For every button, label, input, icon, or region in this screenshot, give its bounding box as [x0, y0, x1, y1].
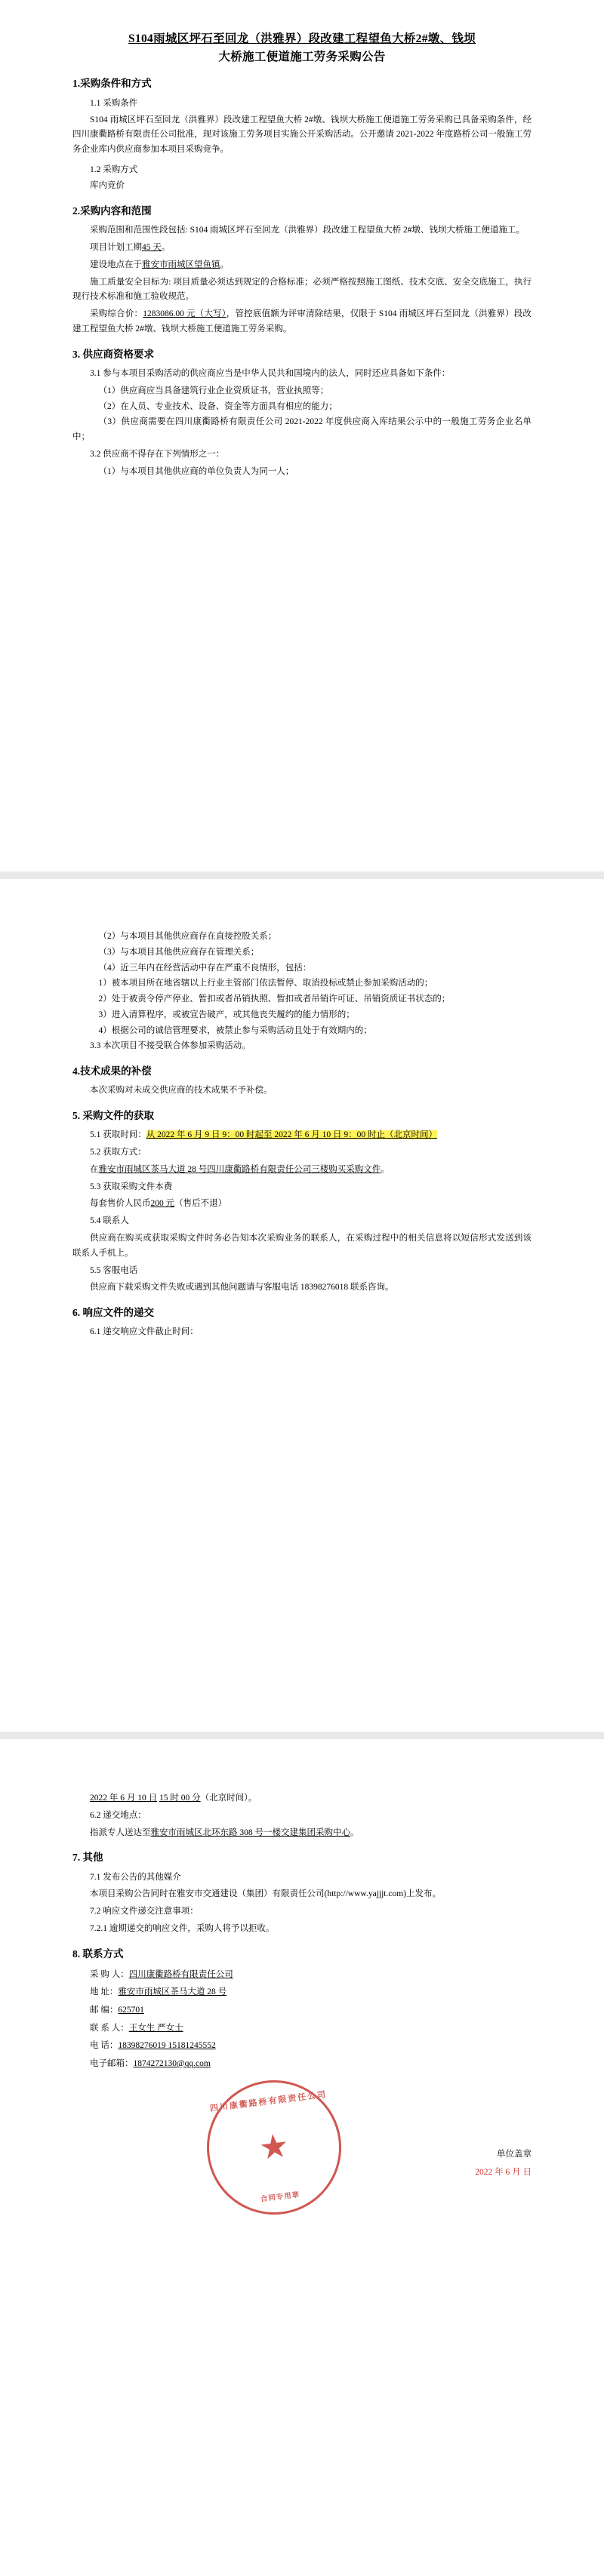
- seal-date-text: 2022 年 6 月 日: [475, 2168, 532, 2178]
- list-item: 1）被本项目所在地省辖以上行业主管部门依法暂停、取消投标或禁止参加采购活动的；: [98, 979, 433, 988]
- document-page-1: [0, 0, 604, 871]
- paragraph-6-1: 6.1 递交响应文件截止时间：: [90, 1327, 199, 1337]
- paragraph-1-1: S104 雨城区坪石至回龙（洪雅界）段改建工程望鱼大桥 2#墩、钱坝大桥施工便道施工劳务采购已具备采购条件，经四川康衢路桥有限责任公司批准，现对该施工劳务项目实施公开采购活动。公开邀请 2021-2022 年度路桥公司一般施工劳务企业库内供应商参加本项目采购竞争。: [72, 115, 532, 155]
- project-location-label: 建设地点在于: [90, 260, 142, 269]
- paragraph-5-8: 5.5 客服电话: [90, 1265, 138, 1275]
- contact-value: 四川康衢路桥有限责任公司: [128, 1969, 233, 1979]
- paragraph-7-2: [72, 1887, 532, 1902]
- contact-label: 电子邮箱：: [90, 2058, 134, 2068]
- contact-row: [72, 2037, 532, 2055]
- list-item: （2）与本项目其他供应商存在直接控股关系；: [98, 932, 277, 941]
- paragraph-3-4: （3）供应商需要在四川康衢路桥有限责任公司 2021-2022 年度供应商入库结果公示中的一般施工劳务企业名单中；: [72, 417, 532, 442]
- purchase-price-value: 1283086.00 元（大写）: [143, 309, 226, 319]
- list-item: 4）根据公司的诚信管理要求，被禁止参与采购活动且处于有效期内的；: [98, 1025, 372, 1035]
- page-title-line-2: 大桥施工便道施工劳务采购公告: [218, 51, 386, 64]
- acquisition-place-suffix: 。: [381, 1164, 390, 1174]
- contact-value[interactable]: 1874272130@qq.com: [133, 2058, 211, 2068]
- contact-row: [72, 2020, 532, 2038]
- submission-place-prefix: 指派专人送达至: [90, 1827, 151, 1837]
- acquisition-time-label: 5.1 获取时间：: [90, 1130, 146, 1140]
- section-heading-4: 4.技术成果的补偿: [72, 1065, 152, 1077]
- contact-label: 邮 编：: [90, 2005, 119, 2015]
- paragraph-1-2: 库内竞价: [90, 181, 125, 191]
- list-item: 3.3 本次项目不接受联合体参加采购活动。: [90, 1041, 251, 1051]
- seal-star-icon: ★: [257, 2127, 291, 2168]
- paragraph-5-9: 供应商下载采购文件失败或遇到其他问题请与客服电话 18398276018 联系咨询。: [90, 1283, 394, 1293]
- contact-value: 王女生 严女士: [128, 2023, 183, 2033]
- paragraph-7-3: 7.2 响应文件递交注意事项：: [90, 1907, 199, 1917]
- paragraph-3-3: （2）在人员、专业技术、设备、资金等方面具有相应的能力；: [98, 401, 337, 411]
- project-location-value: 雅安市雨城区望鱼镇: [142, 260, 220, 269]
- paragraph-7-1: 7.1 发布公告的其他媒介: [90, 1872, 181, 1882]
- paragraph-4-1: 本次采购对未成交供应商的技术成果不予补偿。: [90, 1086, 273, 1096]
- list-item: （4）近三年内在经营活动中存在严重不良情形，包括：: [98, 963, 312, 973]
- acquisition-place-prefix: 在: [90, 1164, 99, 1174]
- contact-label: 采 购 人：: [90, 1969, 129, 1979]
- paragraph-5-2: 5.2 获取方式：: [90, 1148, 146, 1157]
- paragraph-5-7: 供应商在购买或获取采购文件时务必告知本次采购业务的联系人，在采购过程中的相关信息将以短信形式发送到该联系人手机上。: [72, 1233, 532, 1258]
- paragraph-2-2: [72, 241, 532, 256]
- contact-row: [72, 2055, 532, 2073]
- section-heading-7: 7. 其他: [72, 1852, 103, 1864]
- deadline-suffix: （北京时间）。: [200, 1794, 257, 1803]
- list-item: （3）与本项目其他供应商存在管理关系；: [98, 947, 260, 957]
- company-seal-icon: [199, 2073, 349, 2222]
- paragraph-3-1: 3.1 参与本项目采购活动的供应商应当是中华人民共和国境内的法人，同时还应具备如下条件：: [90, 368, 451, 378]
- list-item: 2）处于被责令停产停业、暂扣或者吊销执照、暂扣或者吊销许可证、吊销资质证书状态的；: [98, 994, 451, 1004]
- doc-fee-suffix: （售后不退）: [174, 1199, 227, 1209]
- subsection-1-1: 1.1 采购条件: [90, 99, 138, 109]
- paragraph-2-3: [72, 258, 532, 273]
- deadline-time: 15 时 00 分: [159, 1794, 201, 1803]
- paragraph-5-1: [72, 1128, 532, 1143]
- paragraph-3-2: （1）供应商应当具备建筑行业企业资质证书，营业执照等；: [98, 386, 329, 395]
- paragraph-2-1: 采购范围和范围性段包括: S104 雨城区坪石至回龙（洪雅界）段改建工程望鱼大桥 2#墩、钱坝大桥施工便道施工。: [90, 226, 525, 235]
- section-heading-5: 5. 采购文件的获取: [72, 1110, 154, 1122]
- purchase-price-suffix: ，管控底值额为评审清除结果，仅限于 S104 雨城区坪石至回龙（洪雅界）段改建工程望鱼大桥 2#墩、钱坝大桥施工便道施工劳务采购。: [72, 309, 532, 334]
- doc-fee-prefix: 每套售价人民币: [90, 1199, 151, 1209]
- section-heading-6: 6. 响应文件的递交: [72, 1307, 154, 1319]
- paragraph-2-4: 施工质量安全目标为: 项目质量必须达到规定的合格标准；必须严格按照施工图纸、技术交底、安全交底施工，执行现行技术标准和施工验收规范。: [72, 277, 532, 302]
- paragraph-5-6: 5.4 联系人: [90, 1216, 129, 1226]
- acquisition-time-value: 从 2022 年 6 月 9 日 9：00 时起至 2022 年 6 月 10 日 9：00 时止（北京时间）: [146, 1130, 437, 1140]
- contact-label: 联 系 人：: [90, 2023, 129, 2033]
- paragraph-5-5: [72, 1197, 532, 1212]
- seal-bottom-text: 合同专用章: [260, 2191, 300, 2204]
- seal-label: [475, 2145, 532, 2181]
- paragraph-5-3: [72, 1163, 532, 1178]
- project-duration-suffix: 。: [161, 243, 171, 253]
- paragraph-3-5: 3.2 供应商不得存在下列情形之一：: [90, 449, 225, 459]
- section-heading-8: 8. 联系方式: [72, 1947, 124, 1960]
- deadline-line: [72, 1791, 532, 1806]
- page-separator-2: [0, 1732, 604, 1739]
- document-page-2: [0, 879, 604, 1732]
- paragraph-2-5: [72, 307, 532, 337]
- purchase-price-label: 采购综合价：: [90, 309, 143, 319]
- submission-place-line: [72, 1826, 532, 1841]
- acquisition-place-value: 雅安市雨城区茶马大道 28 号四川康衢路桥有限责任公司三楼购买采购文件: [98, 1164, 381, 1174]
- project-duration-value: 45 天: [142, 243, 162, 253]
- deadline-date: 2022 年 6 月 10 日: [90, 1794, 158, 1803]
- contact-value: 雅安市雨城区茶马大道 28 号: [118, 1987, 227, 1997]
- submission-place-label: 6.2 递交地点：: [90, 1810, 146, 1820]
- page-separator-1: [0, 871, 604, 879]
- contact-label: 电 话：: [90, 2041, 119, 2051]
- page-title-line-1: S104雨城区坪石至回龙（洪雅界）段改建工程望鱼大桥2#墩、钱坝: [128, 32, 476, 45]
- section-heading-2: 2.采购内容和范围: [72, 205, 152, 217]
- contact-row: [72, 1966, 532, 1984]
- list-item: 3）进入清算程序，或被宣告破产，或其他丧失履约的能力情形的；: [98, 1010, 355, 1019]
- contact-row: [72, 1984, 532, 2002]
- contact-label: 地 址：: [90, 1987, 119, 1997]
- doc-fee-value: 200 元: [150, 1199, 175, 1209]
- seal-top-text: 四川康衢路桥有限责任公司: [209, 2090, 328, 2114]
- submission-place-value: 雅安市雨城区北环东路 308 号一楼交建集团采购中心: [150, 1827, 350, 1837]
- submission-place-suffix: 。: [350, 1827, 359, 1837]
- media-url-suffix: 上发布。: [405, 1889, 441, 1899]
- media-url-text[interactable]: 本项目采购公告同时在雅安市交通建设（集团）有限责任公司(http://www.yajjjt.com): [90, 1889, 406, 1899]
- paragraph-5-4: 5.3 获取采购文件本费: [90, 1182, 173, 1191]
- document-page-3: [0, 1739, 604, 2576]
- subsection-1-2: 1.2 采购方式: [90, 164, 138, 174]
- section-heading-1: 1.采购条件和方式: [72, 78, 152, 90]
- seal-label-text: 单位盖章: [497, 2150, 532, 2159]
- contact-row: [72, 2002, 532, 2020]
- project-duration-label: 项目计划工期: [90, 243, 142, 253]
- section-heading-3: 3. 供应商资格要求: [72, 348, 154, 360]
- paragraph-3-6: （1）与本项目其他供应商的单位负责人为同一人；: [98, 466, 294, 476]
- page-title: [72, 30, 532, 66]
- paragraph-7-4: 7.2.1 逾期递交的响应文件，采购人将予以拒收。: [90, 1923, 275, 1933]
- contact-value: 625701: [118, 2005, 144, 2015]
- signature-area: [72, 2073, 532, 2231]
- project-location-suffix: 。: [220, 260, 229, 269]
- contact-value: 18398276019 15181245552: [118, 2041, 216, 2051]
